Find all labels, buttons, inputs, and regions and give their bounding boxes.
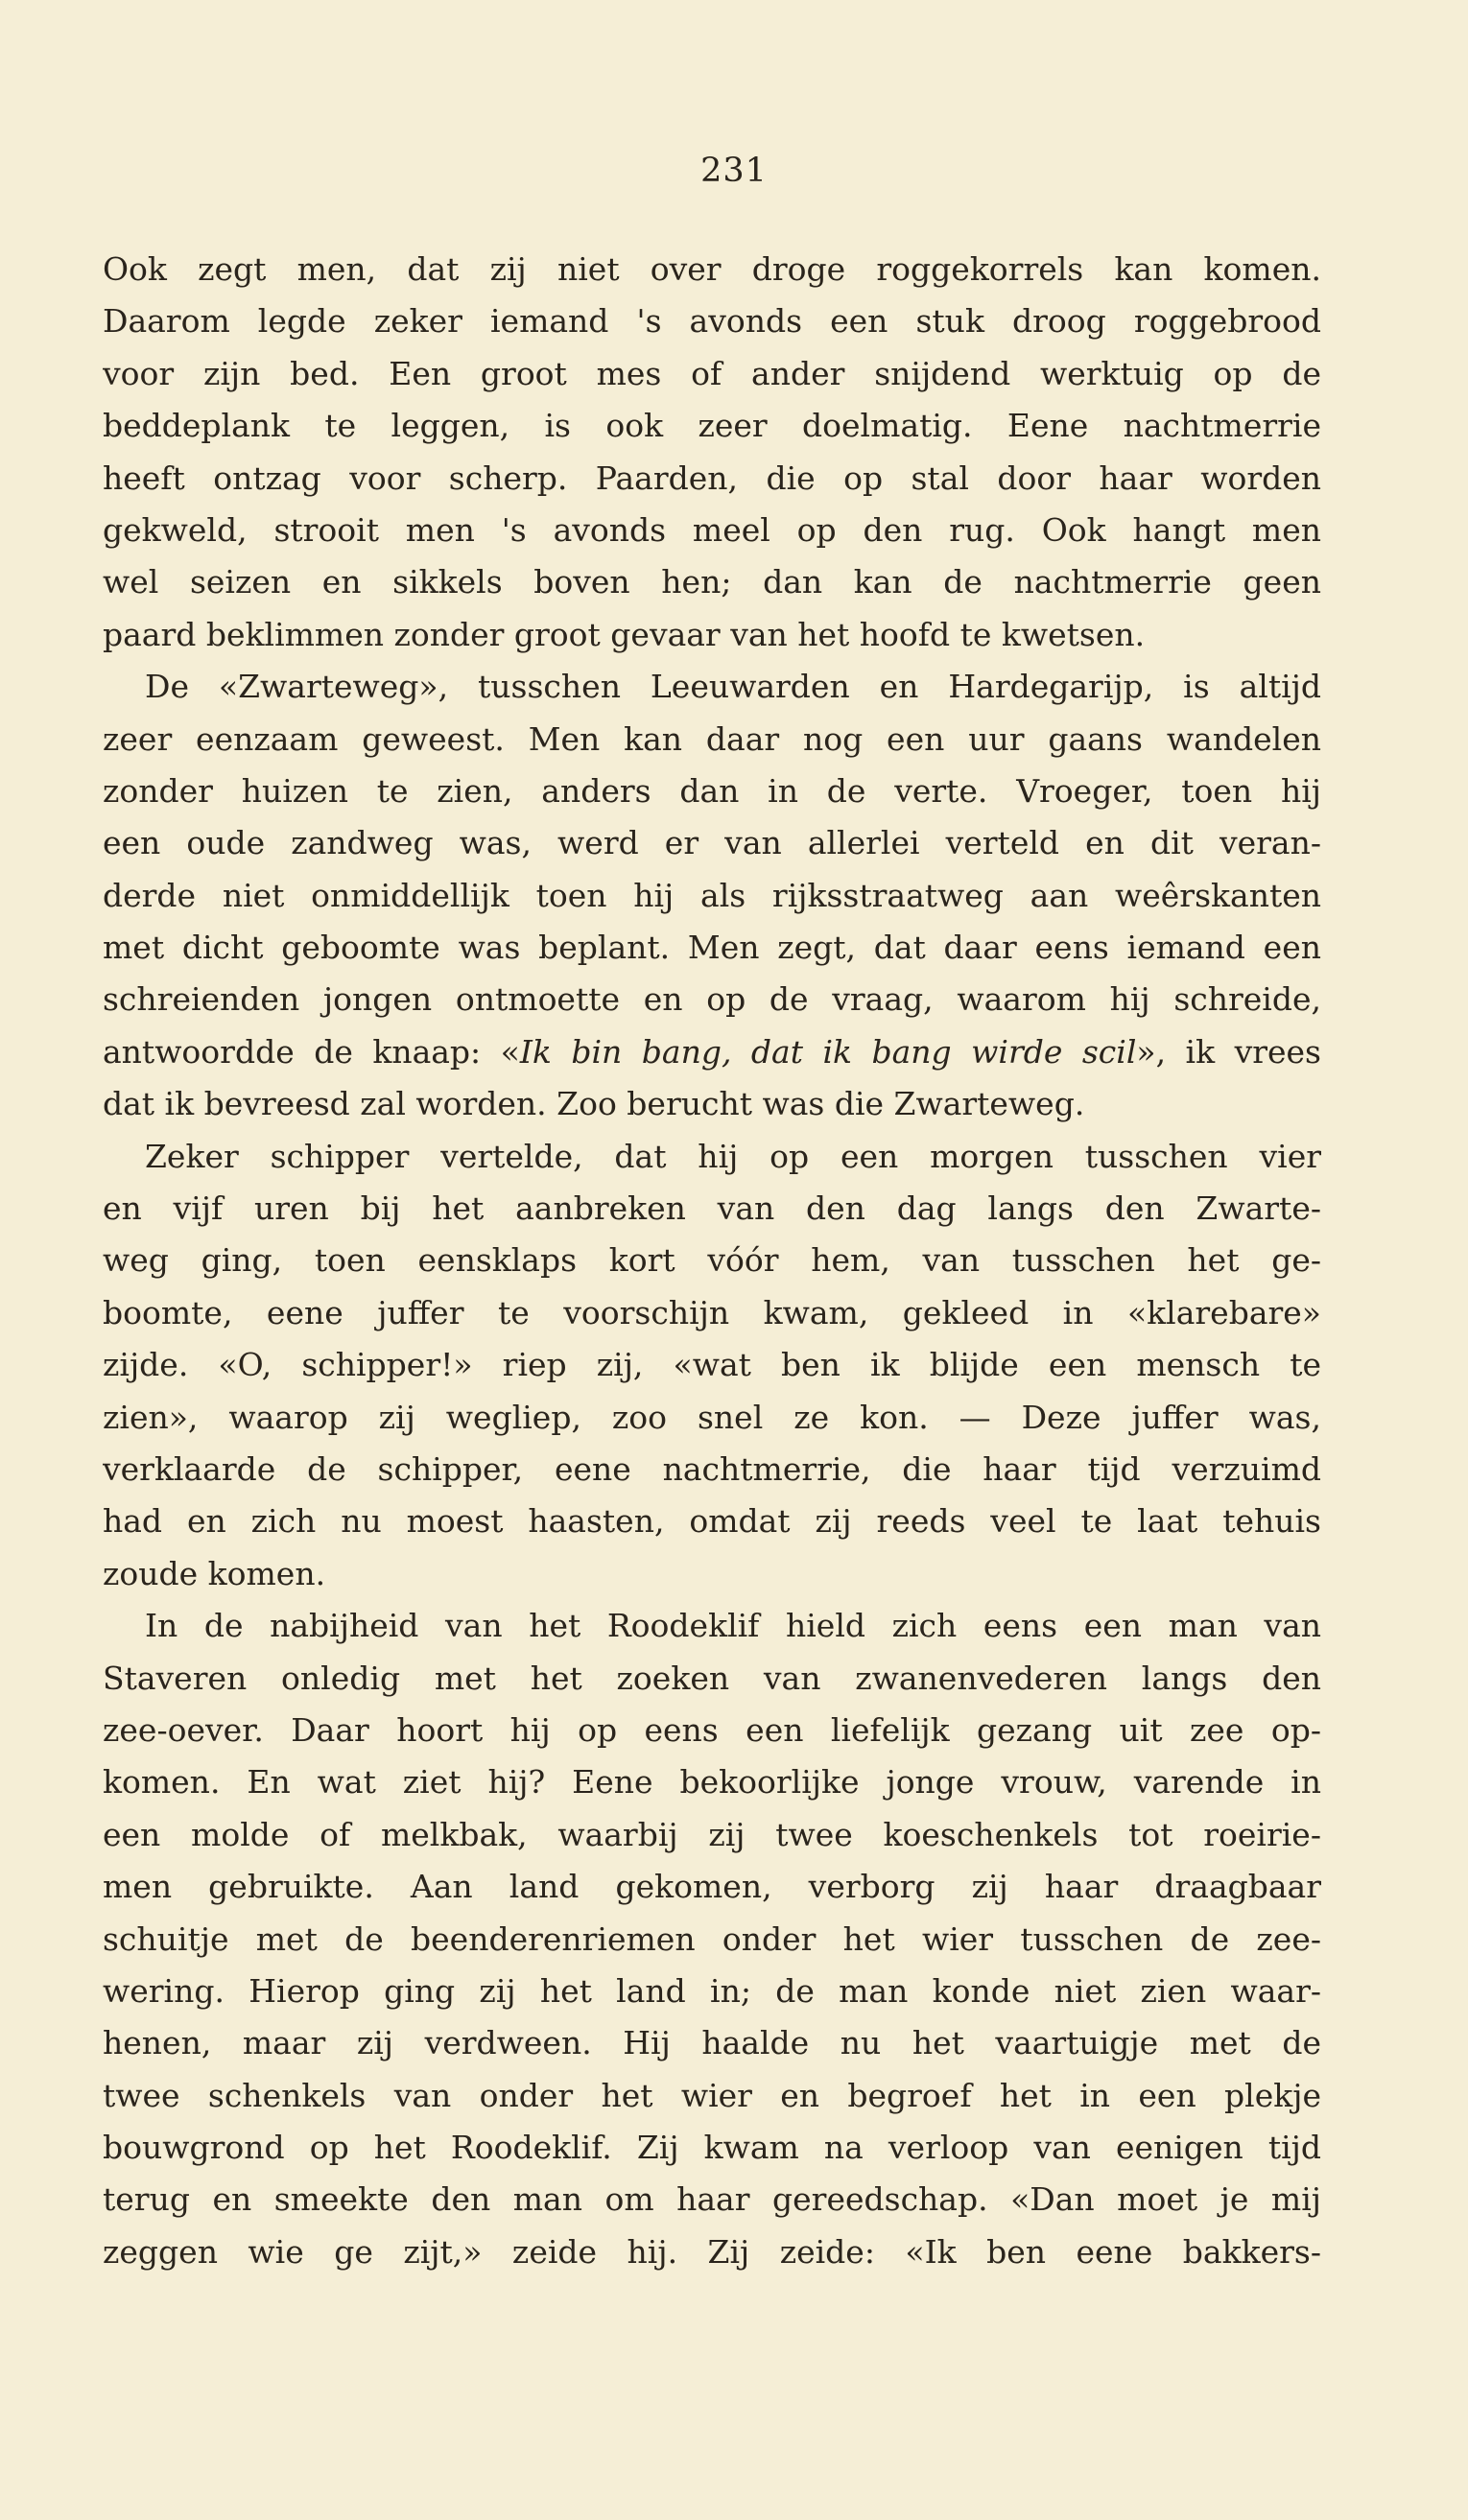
frisian-quote: Ik bin bang, dat ik bang wirde scil bbox=[519, 1032, 1137, 1071]
text-line: en vijf uren bij het aanbreken van den dag langs den Zwarte- bbox=[103, 1189, 1321, 1228]
text-segment: antwoordde de knaap: « bbox=[103, 1032, 520, 1071]
text-line: Daarom legde zeker iemand 's avonds een stuk droog roggebrood bbox=[103, 302, 1321, 341]
text-line: derde niet onmiddellijk toen hij als rijksstraatweg aan weêrskanten bbox=[103, 876, 1321, 914]
text-line: paard beklimmen zonder groot gevaar van het hoofd te kwetsen. bbox=[103, 615, 1146, 653]
text-line: zeggen wie ge zijt,» zeide hij. Zij zeide: «Ik ben eene bakkers- bbox=[103, 2232, 1321, 2271]
text-line: met dicht geboomte was beplant. Men zegt, dat daar eens iemand een bbox=[103, 929, 1321, 967]
text-line: bouwgrond op het Roodeklif. Zij kwam na verloop van eenigen tijd bbox=[103, 2129, 1321, 2167]
text-line: zonder huizen te zien, anders dan in de verte. Vroeger, toen hij bbox=[103, 771, 1321, 810]
text-line: wel seizen en sikkels boven hen; dan kan de nachtmerrie geen bbox=[103, 563, 1321, 601]
text-segment: », ik vrees bbox=[1136, 1032, 1321, 1071]
text-line: verklaarde de schipper, eene nachtmerrie, die haar tijd verzuimd bbox=[103, 1449, 1321, 1488]
text-line: Staveren onledig met het zoeken van zwanenvederen langs den bbox=[103, 1659, 1321, 1697]
text-line: schuitje met de beenderenriemen onder het wier tusschen de zee- bbox=[103, 1919, 1321, 1958]
text-line: zee-oever. Daar hoort hij op eens een liefelijk gezang uit zee op- bbox=[103, 1710, 1321, 1749]
text-line: men gebruikte. Aan land gekomen, verborg zij haar draagbaar bbox=[103, 1868, 1321, 1906]
paragraph-start-line: De «Zwarteweg», tusschen Leeuwarden en Hardegarijp, is altijd bbox=[145, 668, 1321, 706]
text-line: henen, maar zij verdween. Hij haalde nu het vaartuigje met de bbox=[103, 2024, 1321, 2062]
body-text bbox=[103, 244, 1321, 2278]
text-line: zijde. «O, schipper!» riep zij, «wat ben ik blijde een mensch te bbox=[103, 1346, 1321, 1384]
text-line: terug en smeekte den man om haar gereedschap. «Dan moet je mij bbox=[103, 2180, 1321, 2219]
text-line: komen. En wat ziet hij? Eene bekoorlijke jonge vrouw, varende in bbox=[103, 1763, 1321, 1802]
text-line: beddeplank te leggen, is ook zeer doelmatig. Eene nachtmerrie bbox=[103, 407, 1321, 445]
text-line: zoude komen. bbox=[103, 1554, 326, 1592]
text-line: boomte, eene juffer te voorschijn kwam, gekleed in «klarebare» bbox=[103, 1293, 1321, 1331]
text-line: heeft ontzag voor scherp. Paarden, die op stal door haar worden bbox=[103, 459, 1321, 497]
text-line: dat ik bevreesd zal worden. Zoo berucht was die Zwarteweg. bbox=[103, 1085, 1085, 1123]
text-line: een molde of melkbak, waarbij zij twee koeschenkels tot roeirie- bbox=[103, 1815, 1321, 1853]
text-line: wering. Hierop ging zij het land in; de man konde niet zien waar- bbox=[103, 1971, 1321, 2010]
page-number: 231 bbox=[700, 152, 768, 190]
text-line: zeer eenzaam geweest. Men kan daar nog een uur gaans wandelen bbox=[103, 719, 1321, 758]
text-line-with-quote bbox=[103, 1026, 1321, 1078]
paragraph-start-line: Zeker schipper vertelde, dat hij op een morgen tusschen vier bbox=[145, 1137, 1321, 1175]
text-line: weg ging, toen eensklaps kort vóór hem, van tusschen het ge- bbox=[103, 1241, 1321, 1280]
text-line: had en zich nu moest haasten, omdat zij reeds veel te laat tehuis bbox=[103, 1502, 1321, 1541]
text-line: Ook zegt men, dat zij niet over droge roggekorrels kan komen. bbox=[103, 250, 1321, 288]
text-line: zien», waarop zij wegliep, zoo snel ze kon. — Deze juffer was, bbox=[103, 1398, 1321, 1436]
text-line: twee schenkels van onder het wier en begroef het in een plekje bbox=[103, 2076, 1321, 2114]
text-line: schreienden jongen ontmoette en op de vraag, waarom hij schreide, bbox=[103, 980, 1321, 1019]
text-line: gekweld, strooit men 's avonds meel op den rug. Ook hangt men bbox=[103, 510, 1321, 549]
text-line: een oude zandweg was, werd er van allerlei verteld en dit veran- bbox=[103, 824, 1321, 862]
paragraph-start-line: In de nabijheid van het Roodeklif hield zich eens een man van bbox=[145, 1607, 1321, 1645]
text-line: voor zijn bed. Een groot mes of ander snijdend werktuig op de bbox=[103, 354, 1321, 392]
